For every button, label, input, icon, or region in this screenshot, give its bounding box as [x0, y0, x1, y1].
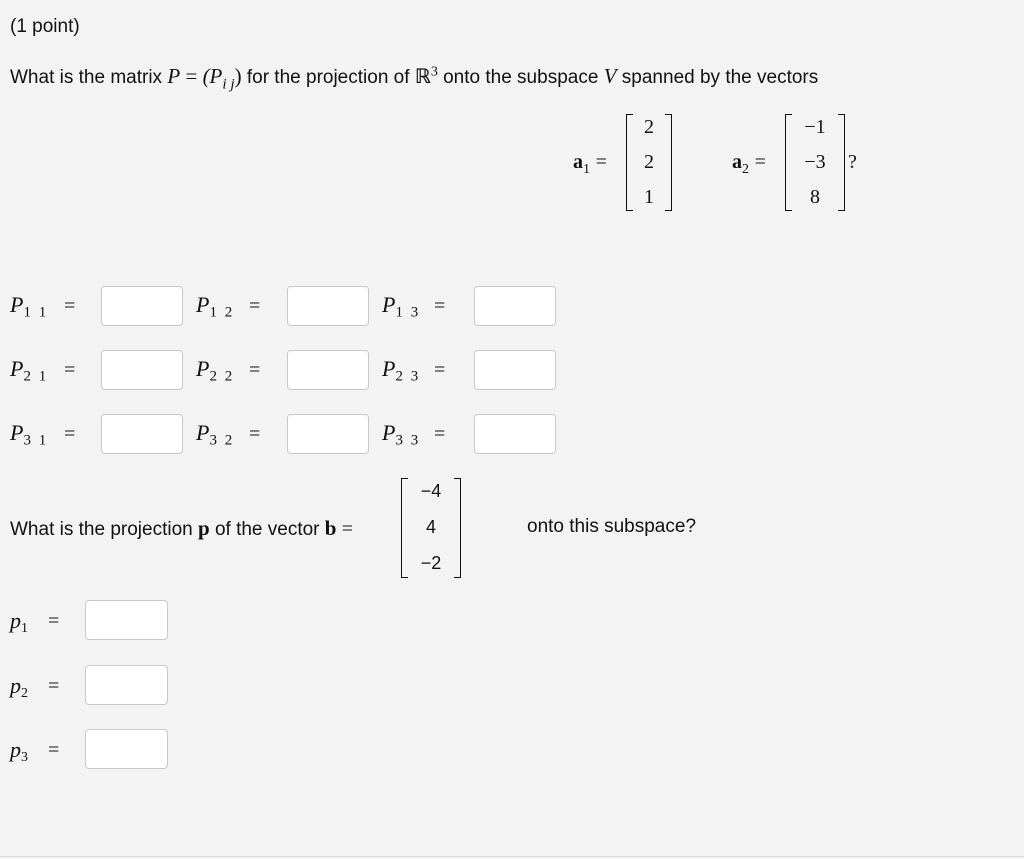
P13-input[interactable]	[474, 286, 556, 326]
P33-label: $P_{3 3}$	[382, 420, 421, 449]
P13-equals: =	[434, 295, 446, 317]
P21-label: $P_{2 1}$	[10, 356, 49, 385]
p3-equals: =	[48, 739, 60, 761]
P32-label: $P_{3 2}$	[196, 420, 235, 449]
p2-input[interactable]	[85, 665, 168, 705]
onto-subspace-text: onto this subspace?	[527, 516, 697, 537]
P22-input[interactable]	[287, 350, 369, 390]
p1-label: p1	[10, 608, 28, 637]
projection-question: What is the projection p of the vector b =	[10, 516, 354, 540]
real-numbers-symbol: ℝ	[414, 64, 431, 88]
P23-label: $P_{2 3}$	[382, 356, 421, 385]
b-entry-1: −4	[420, 481, 442, 501]
a1-entry-3: 1	[644, 186, 654, 208]
P21-input[interactable]	[101, 350, 183, 390]
p3-label: p3	[10, 737, 28, 766]
vector-a2-matrix	[785, 114, 845, 211]
P31-input[interactable]	[101, 414, 183, 454]
a1-entry-1: 2	[644, 116, 654, 138]
P32-equals: =	[249, 423, 261, 445]
P33-equals: =	[434, 423, 446, 445]
b-entry-3: −2	[420, 553, 442, 573]
P12-equals: =	[249, 295, 261, 317]
P31-label: $P_{3 1}$	[10, 420, 49, 449]
vector-b-matrix	[401, 478, 461, 578]
P22-equals: =	[249, 359, 261, 381]
a2-entry-2: −3	[804, 151, 826, 173]
P31-equals: =	[64, 423, 76, 445]
question-mark: ?	[848, 151, 857, 173]
P32-input[interactable]	[287, 414, 369, 454]
a2-entry-3: 8	[810, 186, 820, 208]
P23-input[interactable]	[474, 350, 556, 390]
vector-a1-label: $a_1$ =	[573, 151, 607, 177]
P11-label: $P_{1 1}$	[10, 292, 49, 321]
p3-input[interactable]	[85, 729, 168, 769]
P12-input[interactable]	[287, 286, 369, 326]
a2-entry-1: −1	[804, 116, 826, 138]
P22-label: $P_{2 2}$	[196, 356, 235, 385]
P12-label: $P_{1 2}$	[196, 292, 235, 321]
vector-a2-label: $a_2$ =	[732, 151, 766, 177]
P21-equals: =	[64, 359, 76, 381]
p2-label: p2	[10, 673, 28, 702]
vector-a1-matrix	[626, 114, 672, 211]
points-label: (1 point)	[10, 16, 80, 37]
p2-equals: =	[48, 675, 60, 697]
p1-equals: =	[48, 610, 60, 632]
question-text: What is the matrix $P = (P_{i j})$ for the projection of ℝ$^3$ onto the subspace V spanned by the vectors	[10, 64, 819, 93]
P33-input[interactable]	[474, 414, 556, 454]
p1-input[interactable]	[85, 600, 168, 640]
bottom-divider	[0, 856, 1024, 857]
P11-equals: =	[64, 295, 76, 317]
a1-entry-2: 2	[644, 151, 654, 173]
b-entry-2: 4	[425, 517, 436, 537]
P11-input[interactable]	[101, 286, 183, 326]
P13-label: $P_{1 3}$	[382, 292, 421, 321]
P23-equals: =	[434, 359, 446, 381]
